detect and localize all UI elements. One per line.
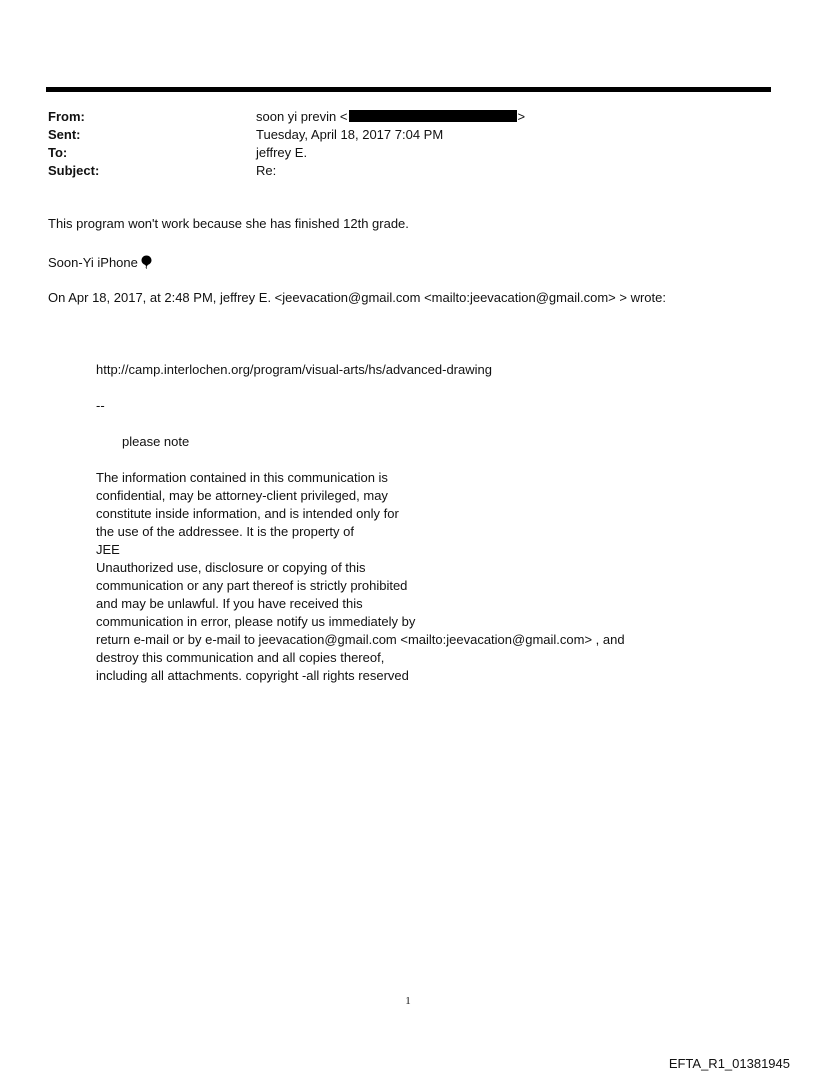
disclaimer-line: the use of the addressee. It is the property of: [96, 524, 354, 539]
sender-name: soon yi previn: [256, 109, 337, 124]
signature-line: [48, 254, 152, 272]
from-value: [256, 108, 748, 126]
subject-label: Subject:: [48, 163, 100, 178]
subject-row: [48, 162, 748, 180]
disclaimer-line: communication in error, please notify us immediately by: [96, 614, 416, 629]
email-header: [48, 108, 748, 180]
page-number: 1: [405, 995, 411, 1007]
to-value: jeffrey E.: [256, 145, 308, 160]
sent-row: [48, 126, 748, 144]
sent-label: Sent:: [48, 127, 81, 142]
header-divider: [46, 87, 771, 92]
to-label: To:: [48, 145, 68, 160]
email-close-bracket: >: [517, 109, 526, 124]
to-row: [48, 144, 748, 162]
email-open-bracket: <: [339, 109, 348, 124]
signature-separator: --: [96, 398, 105, 413]
balloon-icon: [141, 255, 152, 269]
from-row: [48, 108, 748, 126]
sent-value: Tuesday, April 18, 2017 7:04 PM: [256, 127, 444, 142]
confidentiality-disclaimer: [96, 469, 625, 685]
redaction-block: [349, 110, 517, 122]
subject-value: Re:: [256, 163, 277, 178]
disclaimer-line: JEE: [96, 542, 120, 557]
disclaimer-line: and may be unlawful. If you have received this: [96, 596, 363, 611]
disclaimer-line: constitute inside information, and is intended only for: [96, 506, 399, 521]
disclaimer-line: return e-mail or by e-mail to jeevacation@gmail.com <mailto:jeevacation@gmail.com> , and: [96, 632, 625, 647]
from-label: From:: [48, 109, 85, 124]
disclaimer-line: destroy this communication and all copies thereof,: [96, 650, 385, 665]
message-text: This program won't work because she has finished 12th grade.: [48, 216, 409, 231]
disclaimer-line: confidential, may be attorney-client privileged, may: [96, 488, 388, 503]
program-link[interactable]: http://camp.interlochen.org/program/visual-arts/hs/advanced-drawing: [96, 362, 492, 377]
quote-header: On Apr 18, 2017, at 2:48 PM, jeffrey E. <jeevacation@gmail.com <mailto:jeevacation@gmail.com> > wrote:: [48, 290, 666, 305]
note-heading: please note: [122, 434, 190, 449]
document-id: EFTA_R1_01381945: [668, 1056, 790, 1071]
signature-text: Soon-Yi iPhone: [48, 255, 138, 270]
disclaimer-line: Unauthorized use, disclosure or copying of this: [96, 560, 366, 575]
disclaimer-line: including all attachments. copyright -all rights reserved: [96, 668, 409, 683]
disclaimer-line: The information contained in this communication is: [96, 470, 388, 485]
disclaimer-line: communication or any part thereof is strictly prohibited: [96, 578, 408, 593]
